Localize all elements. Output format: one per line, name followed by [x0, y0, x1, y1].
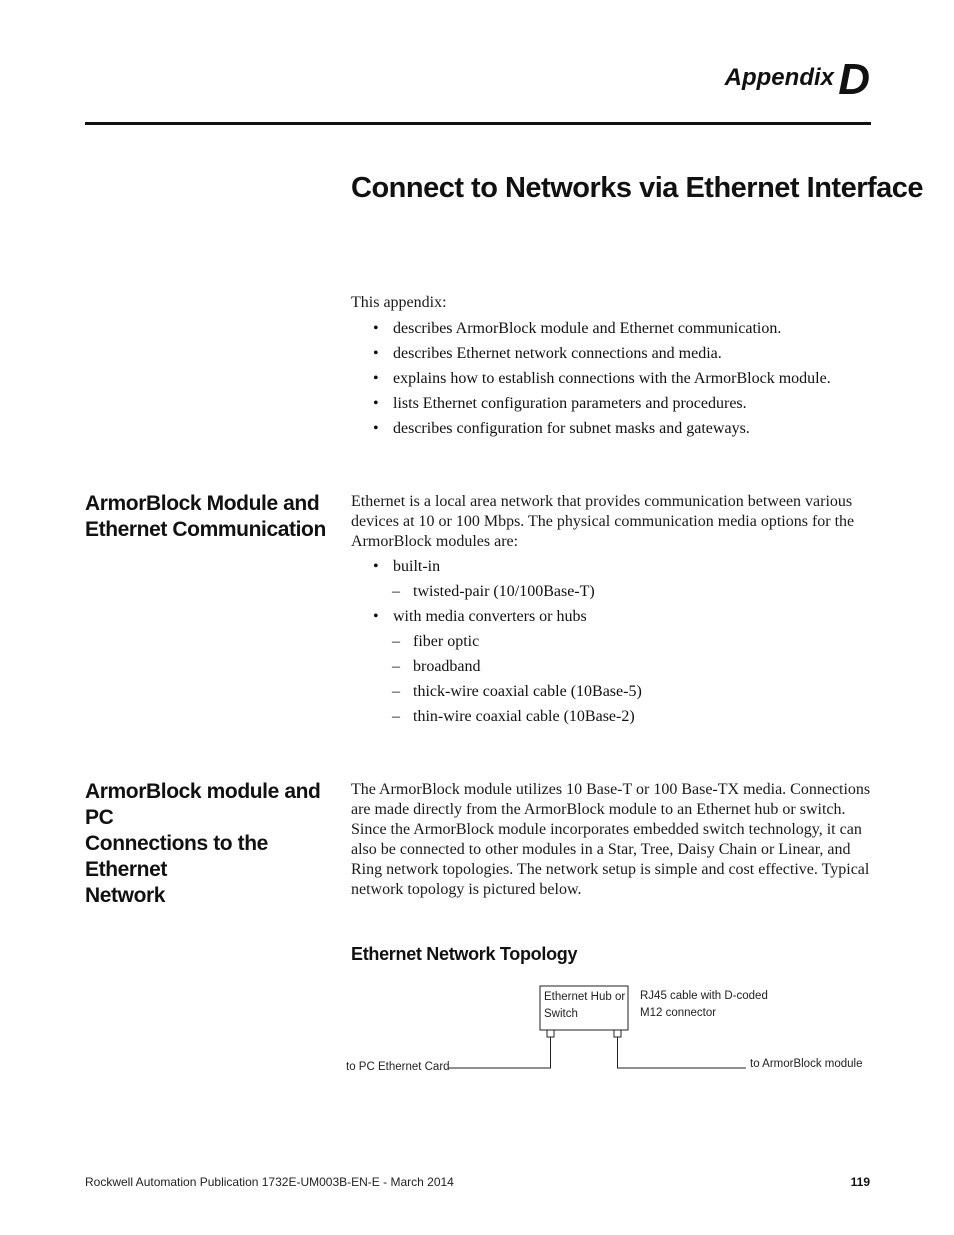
pc-cable-line	[448, 1037, 551, 1068]
list-item-text: explains how to establish connections with the ArmorBlock module.	[393, 370, 831, 387]
intro-lead: This appendix:	[351, 294, 447, 311]
paragraph-line: also be connected to other modules in a Star, Tree, Daisy Chain or Linear, and	[351, 841, 851, 858]
hub-port-right	[614, 1030, 621, 1037]
paragraph-line: Since the ArmorBlock module incorporates embedded switch technology, it can	[351, 821, 862, 838]
bullet-mark: •	[373, 558, 379, 575]
cable-label-line: RJ45 cable with D-coded	[640, 990, 768, 1002]
bullet-mark: •	[373, 608, 379, 625]
hub-label	[544, 989, 625, 1023]
topology-title: Ethernet Network Topology	[351, 944, 578, 964]
page-number: 119	[850, 1175, 870, 1189]
bullet-mark: •	[373, 370, 379, 387]
bullet-mark: •	[373, 395, 379, 412]
heading-line: ArmorBlock Module and	[85, 492, 320, 515]
paragraph-line: devices at 10 or 100 Mbps. The physical communication media options for the	[351, 513, 855, 530]
chapter-title: Connect to Networks via Ethernet Interface	[351, 172, 924, 204]
list-item-text: describes ArmorBlock module and Ethernet communication.	[393, 320, 782, 337]
paragraph-line: Ethernet is a local area network that provides communication between various	[351, 493, 853, 510]
list-item-text: built-in	[393, 558, 441, 575]
armorblock-cable-line	[618, 1037, 747, 1068]
appendix-label: Appendix	[724, 64, 834, 91]
bullet-mark: •	[373, 345, 379, 362]
paragraph-line: are made directly from the ArmorBlock module to an Ethernet hub or switch.	[351, 801, 846, 818]
cable-label	[640, 988, 768, 1022]
paragraph-line: network topology is pictured below.	[351, 881, 582, 898]
cable-label-line: M12 connector	[640, 1007, 717, 1019]
list-item-text: fiber optic	[413, 633, 480, 650]
bullet-mark: •	[373, 320, 379, 337]
list-item-text: lists Ethernet configuration parameters and procedures.	[393, 395, 747, 412]
footer-publication: Rockwell Automation Publication 1732E-UM003B-EN-E - March 2014	[85, 1175, 454, 1189]
list-item-text: with media converters or hubs	[393, 608, 587, 625]
bullet-mark: •	[373, 420, 379, 437]
hub-port-left	[547, 1030, 554, 1037]
list-item-text: thick-wire coaxial cable (10Base-5)	[413, 683, 642, 700]
paragraph-line: ArmorBlock modules are:	[351, 533, 519, 550]
dash-mark: –	[392, 683, 400, 700]
list-item-text: twisted-pair (10/100Base-T)	[413, 583, 595, 600]
list-item-text: thin-wire coaxial cable (10Base-2)	[413, 708, 635, 725]
dash-mark: –	[392, 633, 400, 650]
hub-label-line: Switch	[544, 1008, 578, 1020]
dash-mark: –	[392, 658, 400, 675]
list-item-text: broadband	[413, 658, 481, 675]
armorblock-label: to ArmorBlock module	[750, 1058, 863, 1070]
heading-line: Ethernet Communication	[85, 518, 326, 541]
heading-line: ArmorBlock module and PC	[85, 780, 321, 829]
heading-line: Connections to the Ethernet	[85, 832, 268, 881]
dash-mark: –	[392, 708, 400, 725]
hub-label-line: Ethernet Hub or	[544, 991, 626, 1003]
dash-mark: –	[392, 583, 400, 600]
paragraph-line: The ArmorBlock module utilizes 10 Base-T or 100 Base-TX media. Connections	[351, 781, 871, 798]
list-item-text: describes Ethernet network connections and media.	[393, 345, 722, 362]
list-item-text: describes configuration for subnet masks and gateways.	[393, 420, 750, 437]
heading-line: Network	[85, 884, 166, 907]
paragraph-line: Ring network topologies. The network setup is simple and cost effective. Typical	[351, 861, 870, 878]
pc-label: to PC Ethernet Card	[346, 1061, 450, 1073]
appendix-letter: D	[838, 55, 870, 104]
